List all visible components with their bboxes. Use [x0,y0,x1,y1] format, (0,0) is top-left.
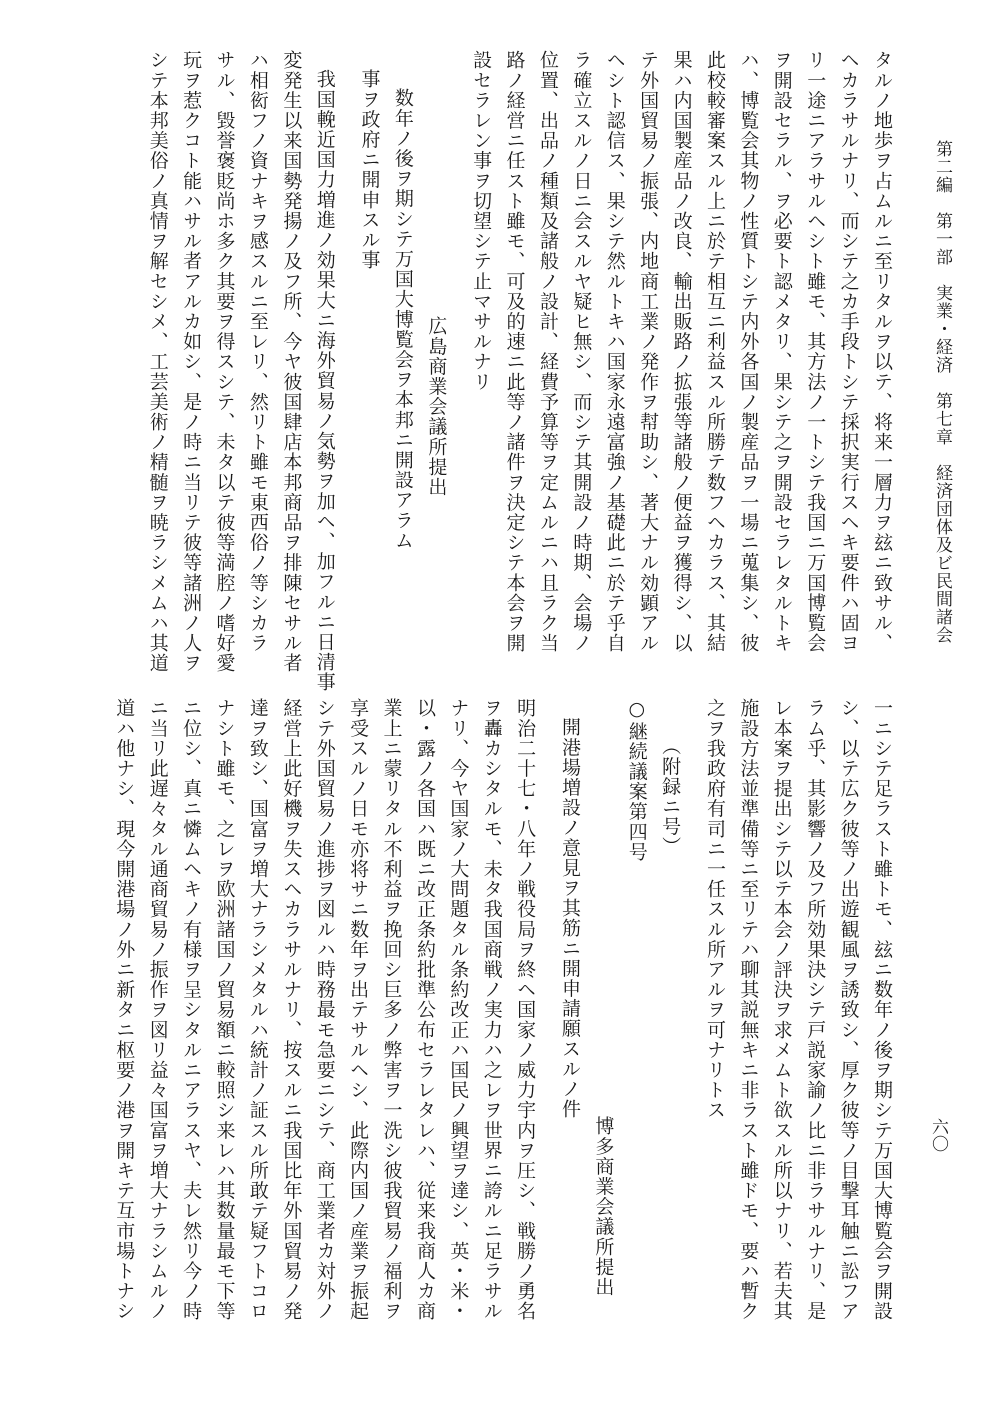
upper-text-block [68,50,898,693]
proposer: 博多商業会議所提出 [592,1116,615,1297]
text-line: 此校較審案スル上ニ於テ相互ニ利益スル所勝テ数フヘカラス、其結 [703,50,726,653]
text-line: テ外国貿易ノ振張、内地商工業ノ発作ヲ幇助シ、著大ナル効顕アル [637,50,660,653]
text-line: ラム乎、其影響ノ及フ所効果決シテ戸説家諭ノ比ニ非ラサルナリ、是 [804,698,827,1322]
text-line: ヘカラサルナリ、而シテ之カ手段トシテ採択実行スヘキ要件ハ固ヨ [837,50,860,653]
text-line: 以・露ノ各国ハ既ニ改正条約批準公布セラレタレハ、従来我商人カ商 [413,698,436,1322]
text-line: ハ相衒フノ資ナキヲ感スルニ至レリ、然リト雖モ東西俗ノ等シカラ [246,50,269,653]
text-line: ヲ轟カシタルモ、未タ我国商戦ノ実力ハ之レヲ世界ニ誇ルニ足ラサル [480,698,503,1322]
text-line: 果ハ内国製産品ノ改良、輸出販路ノ拡張等諸般ノ便益ヲ獲得シ、以 [670,50,693,653]
text-line: 我国輓近国力増進ノ効果大ニ海外貿易ノ気勢ヲ加ヘ、加フルニ日清事 [313,69,336,693]
text-line: ヘシト認信ス、果シテ然ルトキハ国家永遠富強ノ基礎此ニ於テ乎自 [603,50,626,653]
text-line: 業上ニ蒙リタル不利益ヲ挽回シ巨多ノ弊害ヲ一洗シ彼我貿易ノ福利ヲ [380,698,403,1322]
appendix-label: （附録ニ号） [659,736,682,857]
text-line: ラ確立スルノ日ニ会スルヤ疑ヒ無シ、而シテ其開設ノ時期、会場ノ [570,50,593,653]
spacer [541,698,552,1338]
running-header: 第二編 第一部 実業・経済 第七章 経済団体及ビ民間諸会 [932,140,952,644]
text-line: 設セラレン事ヲ切望シテ止マサルナリ [470,50,493,392]
lower-text-block [68,698,898,1338]
text-line: 玩ヲ惹クコト能ハサル者アルカ如シ、是ノ時ニ当リテ彼等諸洲ノ人ヲ [180,50,203,674]
text-line: シテ外国貿易ノ進捗ヲ図ルハ時務最モ急要ニシテ、商工業者カ対外ノ [313,698,336,1322]
spacer [686,698,697,1338]
text-line: リ一途ニアラサルヘシト雖モ、其方法ノ一トシテ我国ニ万国博覧会 [804,50,827,653]
text-line: 道ハ他ナシ、現今開港場ノ外ニ新タニ枢要ノ港ヲ開キテ互市場トナシ [113,698,136,1322]
spacer [452,50,463,665]
text-line: 之ヲ我政府有司ニ一任スル所アルヲ可ナリトス [703,698,726,1121]
continuing-proposal-label: ○継続議案第四号 [625,698,648,862]
text-line: 明治二十七・八年ノ戦役局ヲ終ヘ国家ノ威力宇内ヲ圧シ、戦勝ノ勇名 [514,698,537,1322]
text-line: ハ、博覧会其物ノ性質トシテ内外各国ノ製産品ヲ一場ニ蒐集シ、彼 [737,50,760,653]
section-title: 数年ノ後ヲ期シテ万国大博覧会ヲ本邦ニ開設アラム [391,88,414,551]
text-line: ナリ、今ヤ国家ノ大問題タル条約改正ハ国民ノ興望ヲ達シ、英・米・ [447,698,470,1322]
section-title-continued: 事ヲ政府ニ開申スル事 [358,69,381,270]
text-line: タルノ地歩ヲ占ムルニ至リタルヲ以テ、将来一層力ヲ玆ニ致サル、 [871,50,893,653]
text-line: シテ本邦美俗ノ真情ヲ解セシメ、工芸美術ノ精髄ヲ暁ラシメムハ其道 [146,50,169,674]
text-line: 一ニシテ足ラスト雖トモ、玆ニ数年ノ後ヲ期シテ万国大博覧会ヲ開設 [871,698,893,1322]
text-line: 路ノ経営ニ任スト雖モ、可及的速ニ此等ノ諸件ヲ決定シテ本会ヲ開 [503,50,526,653]
text-line: 施設方法並準備等ニ至リテハ聊其説無キニ非ラスト雖ドモ、要ハ暫ク [737,698,760,1322]
text-line: 享受スルノ日モ亦将サニ数年ヲ出テサルヘシ、此際内国ノ産業ヲ振起 [347,698,370,1322]
text-line: ヲ開設セラル、ヲ必要ト認メタリ、果シテ之ヲ開設セラレタルトキ [770,50,793,653]
text-line: ニ当リ此遅々タル通商貿易ノ振作ヲ図リ益々国富ヲ増大ナラシムルノ [146,698,169,1322]
text-line: レ本案ヲ提出シテ以テ本会ノ評決ヲ求メムト欲スル所以ナリ、若夫其 [770,698,793,1322]
spacer [341,50,352,665]
text-line: ナシト雖モ、之レヲ欧洲諸国ノ貿易額ニ較照シ来レハ其数量最モ下等 [213,698,236,1322]
page-number: 六〇 [928,1118,948,1152]
text-line: 達ヲ致シ、国富ヲ増大ナラシメタルハ統計ノ証スル所敢テ疑フトコロ [246,698,269,1322]
text-line: サル、毀誉褒貶尚ホ多ク其要ヲ得スシテ、未タ以テ彼等満腔ノ嗜好愛 [213,50,236,674]
text-line: 位置、出品ノ種類及諸般ノ設計、経費予算等ヲ定ムルニハ且ラク当 [536,50,559,653]
text-line: 経営上此好機ヲ失スヘカラサルナリ、按スルニ我国比年外国貿易ノ発 [280,698,303,1322]
text-line: 変発生以来国勢発揚ノ及フ所、今ヤ彼国肆店本邦商品ヲ排陳セサル者 [280,50,303,674]
text-line: シ、以テ広ク彼等ノ出遊観風ヲ誘致シ、厚ク彼等ノ目撃耳触ニ訟フア [837,698,860,1322]
section-title: 開港場増設ノ意見ヲ其筋ニ開申請願スルノ件 [558,717,581,1119]
text-line: ニ位シ、真ニ憐ムヘキノ有様ヲ呈シタルニアラスヤ、夫レ然リ今ノ時 [180,698,203,1322]
proposer: 広島商業会議所提出 [425,316,448,497]
